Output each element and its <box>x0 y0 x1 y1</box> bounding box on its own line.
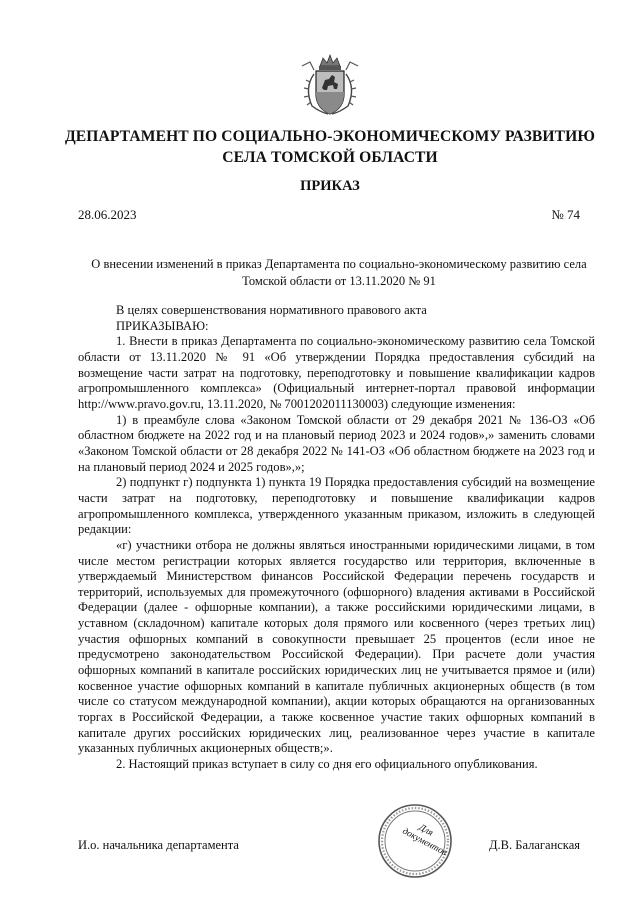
paragraph-quote: «г) участники отбора не должны являться иностранными юридическими лицами, в том числе местом регистрации которых является государство или территория, включенные в утверждаемый Министерством финансов Российской Федерации перечень государств и территорий, используемых для промежуточного (офшорного) владения активами в Российской Федерации (далее - офшорные компании), а также российскими юридическими лицами, в уставном (складочном) капитале которых доля прямого или косвенного (через третьих лиц) участия офшорных компаний в совокупности превышает 25 процентов (если иное не предусмотрено законодательством Российской Федерации). При расчете доли участия офшорных компаний в капитале российских юридических лиц не учитывается прямое и (или) косвенное участие офшорных компаний в капитале публичных акционерных обществ (в том числе со статусом международной компании), акции которых обращаются на организованных торгах в Российской Федерации, а также косвенное участие таких офшорных компаний в капитале других российских юридических лиц, реализованное через участие в капитале указанных публичных акционерных обществ;». <box>78 537 595 756</box>
department-name: ДЕПАРТАМЕНТ ПО СОЦИАЛЬНО-ЭКОНОМИЧЕСКОМУ РАЗВИТИЮ СЕЛА ТОМСКОЙ ОБЛАСТИ <box>64 128 596 166</box>
stamp-text: Для документов <box>400 822 449 859</box>
paragraph-item-2: 2. Настоящий приказ вступает в силу со дня его официального опубликования. <box>116 757 538 772</box>
document-type: ПРИКАЗ <box>300 178 360 194</box>
document-date: 28.06.2023 <box>78 207 137 222</box>
document-subject: О внесении изменений в приказ Департамента по социально-экономическому развитию села Томской области от 13.11.2020 № 91 <box>91 257 587 288</box>
paragraph-preamble: В целях совершенствования нормативного правового акта <box>116 303 427 317</box>
signatory-role: И.о. начальника департамента <box>78 838 239 852</box>
signatory-name: Д.В. Балаганская <box>489 838 580 852</box>
paragraph-subitem-1: 1) в преамбуле слова «Законом Томской области от 29 декабря 2021 № 136-ОЗ «Об областном бюджете на 2022 год и на плановый период 2023 и 2024 годов»,» заменить словами «Законом Томской области от 28 декабря 2022 № 141-ОЗ «Об областном бюджете на 2023 год и на плановый период 2024 и 2025 годов»,»; <box>78 412 595 474</box>
paragraph-item-1: 1. Внести в приказ Департамента по социально-экономическому развитию села Томской области от 13.11.2020 № 91 «Об утверждении Порядка предоставления субсидий на возмещение части затрат на подготовку, переподготовку и повышение квалификации кадров агропромышленного комплекса» (Официальный интернет-портал правовой информации http://www.pravo.gov.ru, 13.11.2020, № 7001202011130003) следующие изменения: <box>78 334 595 411</box>
coat-of-arms-icon <box>298 52 362 118</box>
paragraph-subitem-2: 2) подпункт г) подпункта 1) пункта 19 Порядка предоставления субсидий на возмещение части затрат на подготовку, переподготовку и повышение квалификации кадров агропромышленного комплекса, утвержденного указанным приказом, изложить в следующей редакции: <box>78 475 595 537</box>
document-number: № 74 <box>551 207 580 222</box>
paragraph-order: ПРИКАЗЫВАЮ: <box>116 318 209 333</box>
document-body <box>78 303 595 773</box>
